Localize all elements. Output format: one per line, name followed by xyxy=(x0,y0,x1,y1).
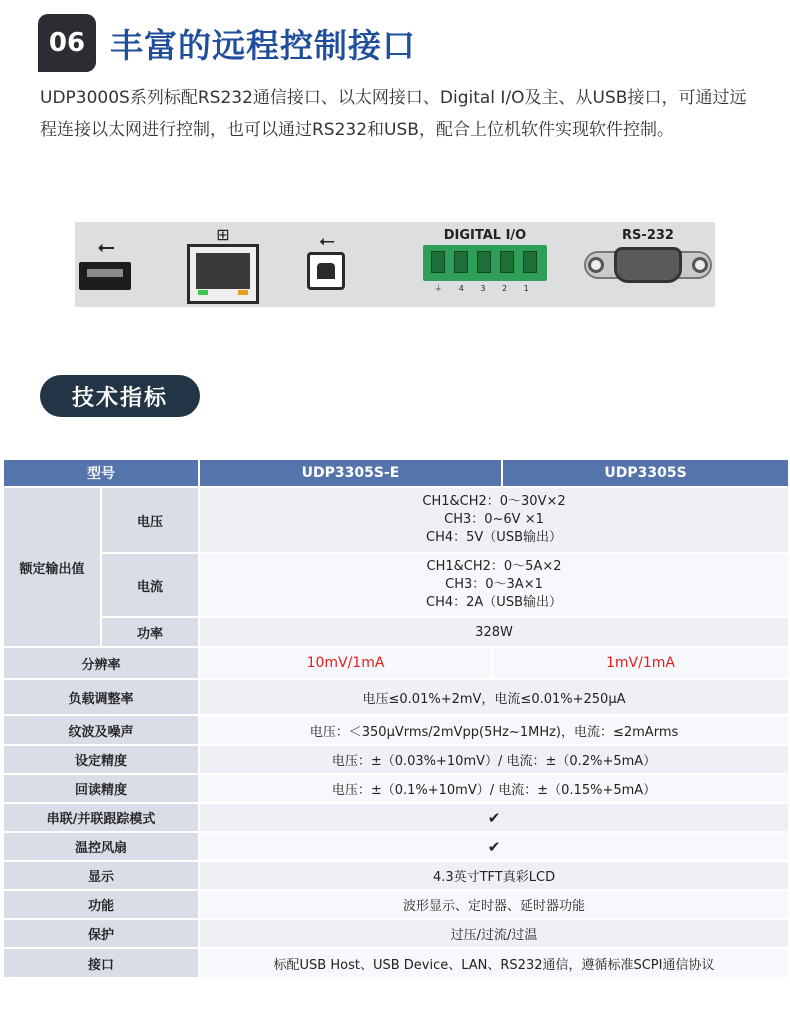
row-label: 纹波及噪声 xyxy=(3,715,199,745)
row-label: 接口 xyxy=(3,948,199,978)
usb-b-socket xyxy=(307,252,345,290)
table-row xyxy=(3,715,789,745)
usb-host-port xyxy=(79,235,133,290)
section-header xyxy=(38,14,416,72)
rear-panel-image xyxy=(75,222,715,307)
specs-title-badge: 技术指标 xyxy=(40,375,200,417)
resolution-col1: 10mV/1mA xyxy=(199,647,492,679)
db9-connector xyxy=(584,247,712,283)
table-row xyxy=(3,647,789,679)
row-label: 负载调整率 xyxy=(3,679,199,715)
section-number-badge: 06 xyxy=(38,14,96,72)
row-label: 设定精度 xyxy=(3,745,199,774)
checkmark-icon: ✔ xyxy=(199,832,789,861)
link-led xyxy=(198,290,208,295)
row-value: 电压：±（0.03%+10mV）/ 电流：±（0.2%+5mA） xyxy=(199,745,789,774)
usb-icon: ⭠ xyxy=(97,235,115,260)
activity-led xyxy=(238,290,248,295)
row-value: 电压：＜350μVrms/2mVpp(5Hz~1MHz)，电流：≤2mArms xyxy=(199,715,789,745)
row-value: 波形显示、定时器、延时器功能 xyxy=(199,890,789,919)
network-icon: ⊞ xyxy=(216,225,230,244)
table-row xyxy=(3,832,789,861)
table-row xyxy=(3,774,789,803)
usb-a-socket xyxy=(79,262,131,290)
section-title: 丰富的远程控制接口 xyxy=(110,25,416,65)
table-row xyxy=(3,679,789,715)
row-label: 温控风扇 xyxy=(3,832,199,861)
terminal-block xyxy=(423,245,547,281)
voltage-value: CH1&CH2：0～30V×2 CH3：0~6V ×1 CH4：5V（USB输出） xyxy=(199,487,789,553)
digital-io-label: DIGITAL I/O xyxy=(443,228,527,243)
table-row xyxy=(3,948,789,978)
row-value: 过压/过流/过温 xyxy=(199,919,789,948)
row-value: 标配USB Host、USB Device、LAN、RS232通信，遵循标准SCPI通信协议 xyxy=(199,948,789,978)
digital-io-port xyxy=(420,228,550,294)
table-row xyxy=(3,617,789,647)
row-label: 串联/并联跟踪模式 xyxy=(3,803,199,832)
current-value: CH1&CH2：0～5A×2 CH3：0～3A×1 CH4：2A（USB输出） xyxy=(199,553,789,617)
table-row xyxy=(3,890,789,919)
row-value: 电压：±（0.1%+10mV）/ 电流：±（0.15%+5mA） xyxy=(199,774,789,803)
table-row xyxy=(3,745,789,774)
row-label: 功能 xyxy=(3,890,199,919)
current-label: 电流 xyxy=(101,553,199,617)
row-label: 保护 xyxy=(3,919,199,948)
voltage-label: 电压 xyxy=(101,487,199,553)
usb-device-port xyxy=(307,230,347,290)
header-model: 型号 xyxy=(3,459,199,487)
resolution-label: 分辨率 xyxy=(3,647,199,679)
digital-io-pin-labels: ⏚ 4 3 2 1 xyxy=(434,284,536,293)
power-value: 328W xyxy=(199,617,789,647)
table-row xyxy=(3,803,789,832)
rs232-port xyxy=(583,228,713,283)
power-label: 功率 xyxy=(101,617,199,647)
section-intro-text: UDP3000S系列标配RS232通信接口、以太网接口、Digital I/O及主、从USB接口，可通过远程连接以太网进行控制，也可以通过RS232和USB，配合上位机软件实现软件控制。 xyxy=(40,88,747,140)
spec-table xyxy=(2,458,790,979)
row-label: 回读精度 xyxy=(3,774,199,803)
table-row xyxy=(3,487,789,553)
resolution-col2: 1mV/1mA xyxy=(492,647,789,679)
table-header-row xyxy=(3,459,789,487)
row-value: 4.3英寸TFT真彩LCD xyxy=(199,861,789,890)
rated-output-label: 额定输出值 xyxy=(3,487,101,647)
rs232-label: RS-232 xyxy=(622,228,674,243)
table-row xyxy=(3,919,789,948)
lan-port xyxy=(187,226,259,304)
header-col2: UDP3305S xyxy=(502,459,789,487)
table-row xyxy=(3,553,789,617)
table-row xyxy=(3,861,789,890)
checkmark-icon: ✔ xyxy=(199,803,789,832)
row-value: 电压≤0.01%+2mV，电流≤0.01%+250μA xyxy=(199,679,789,715)
header-col1: UDP3305S-E xyxy=(199,459,502,487)
usb-icon: ⭠ xyxy=(319,228,335,252)
row-label: 显示 xyxy=(3,861,199,890)
rj45-socket xyxy=(187,244,259,304)
